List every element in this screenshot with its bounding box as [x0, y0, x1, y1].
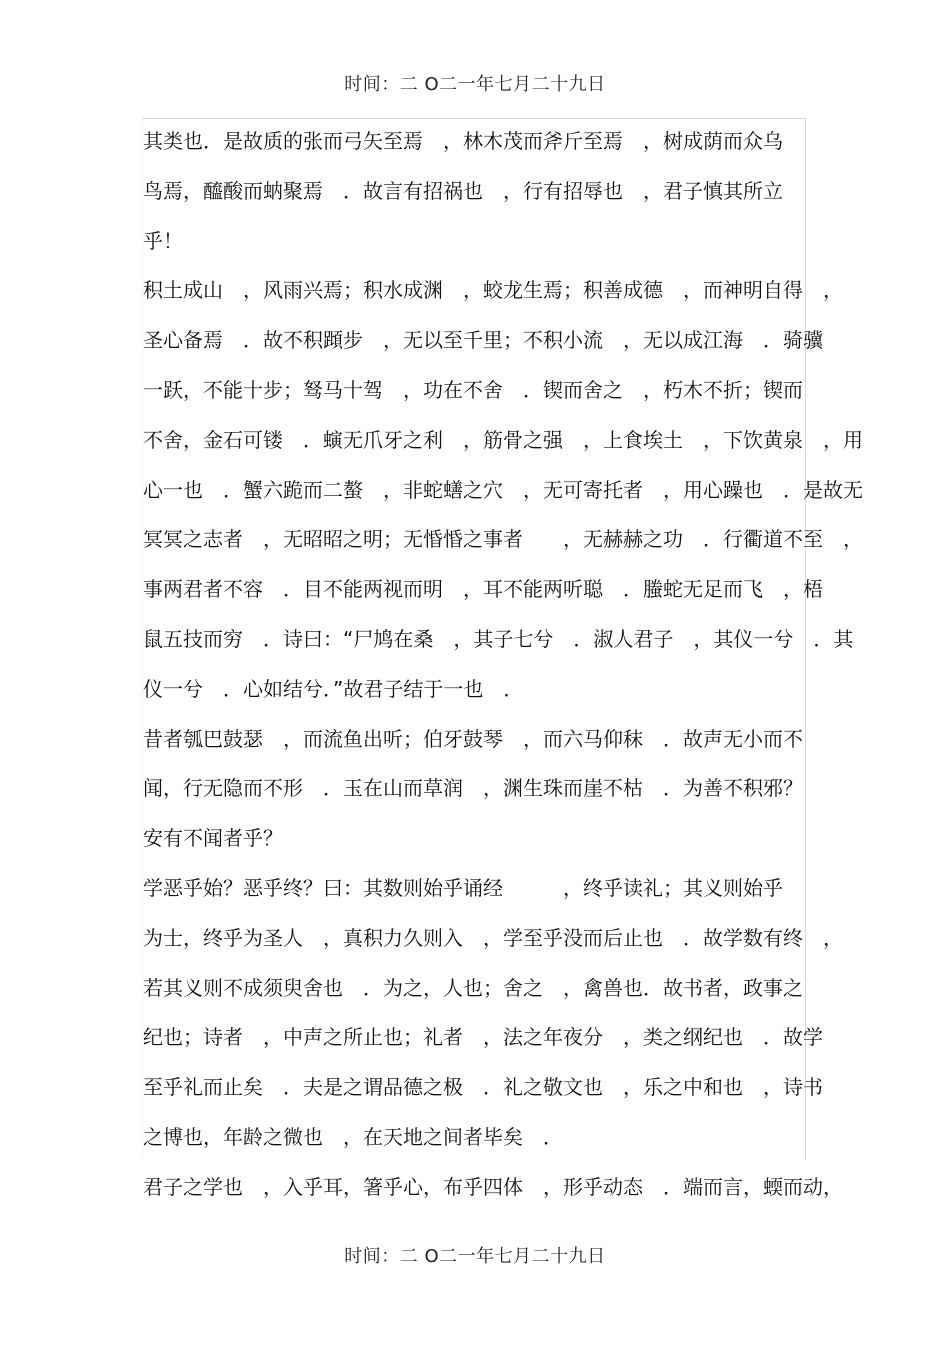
text-line: 积土成山 ，风雨兴焉；积水成渊 ，蛟龙生焉；积善成德 ，而神明自得 ，	[143, 278, 843, 303]
text-line: 之博也，年龄之微也 ，在天地之间者毕矣 ．	[143, 1124, 563, 1149]
text-line: 闻，行无隐而不形 ．玉在山而草润 ，渊生珠而崖不枯 ．为善不积邪？	[143, 776, 803, 801]
text-line: 一跃，不能十步；驽马十驾 ，功在不舍 ．锲而舍之 ，朽木不折；锲而	[143, 377, 803, 402]
text-line: 若其义则不成须臾舍也 ．为之，人也；舍之 ，禽兽也．故书者，政事之	[143, 975, 803, 1000]
text-line: 至乎礼而止矣 ．夫是之谓品德之极 ．礼之敬文也 ，乐之中和也 ，诗书	[143, 1075, 823, 1100]
text-line: 不舍，金石可镂 ．螾无爪牙之利 ，筋骨之强 ，上食埃土 ，下饮黄泉 ，用	[143, 427, 863, 452]
text-line: 事两君者不容 ．目不能两视而明 ，耳不能两听聪 ．螣蛇无足而飞 ，梧	[143, 577, 823, 602]
text-line: 为士，终乎为圣人 ，真积力久则入 ，学至乎没而后止也 ．故学数有终 ，	[143, 925, 843, 950]
text-line: 其类也．是故质的张而弓矢至焉 ，林木茂而斧斤至焉 ，树成荫而众乌	[143, 129, 783, 153]
text-line: 鸟焉，醯酸而蚋聚焉 ．故言有招祸也 ，行有招辱也 ，君子慎其所立	[143, 178, 783, 203]
text-line: 君子之学也 ，入乎耳，箸乎心，布乎四体 ，形乎动态 ．端而言，蝡而动，	[143, 1174, 843, 1199]
text-line: 乎！	[143, 228, 183, 253]
text-line: 心一也 ．蟹六跪而二螯 ，非蛇蟮之穴 ，无可寄托者 ，用心躁也 ．是故无	[143, 477, 863, 502]
text-line: 昔者瓠巴鼓瑟 ，而流鱼出听；伯牙鼓琴 ，而六马仰秣 ．故声无小而不	[143, 726, 803, 751]
text-line: 鼠五技而穷 ．诗曰：“尸鸠在桑 ，其子七兮 ．淑人君子 ，其仪一兮 ．其	[143, 626, 854, 651]
body-text	[143, 125, 863, 1221]
text-line: 纪也；诗者 ，中声之所止也；礼者 ，法之年夜分 ，类之纲纪也 ．故学	[143, 1025, 823, 1050]
text-line: 学恶乎始？恶乎终？曰：其数则始乎诵经 ，终乎读礼；其义则始乎	[143, 875, 783, 900]
text-line: 圣心备焉 ．故不积蹞步 ，无以至千里；不积小流 ，无以成江海 ．骑骥	[143, 328, 823, 353]
text-line: 安有不闻者乎？	[143, 826, 283, 851]
page-footer: 时间：二 O二一年七月二十九日	[344, 1246, 606, 1267]
text-line: 冥冥之志者 ，无昭昭之明；无惛惛之事者 ，无赫赫之功 ．行衢道不至 ，	[143, 527, 863, 552]
page-header: 时间：二 O二一年七月二十九日	[344, 74, 606, 95]
text-line: 仪一兮 ．心如结兮．”故君子结于一也 ．	[143, 676, 524, 701]
